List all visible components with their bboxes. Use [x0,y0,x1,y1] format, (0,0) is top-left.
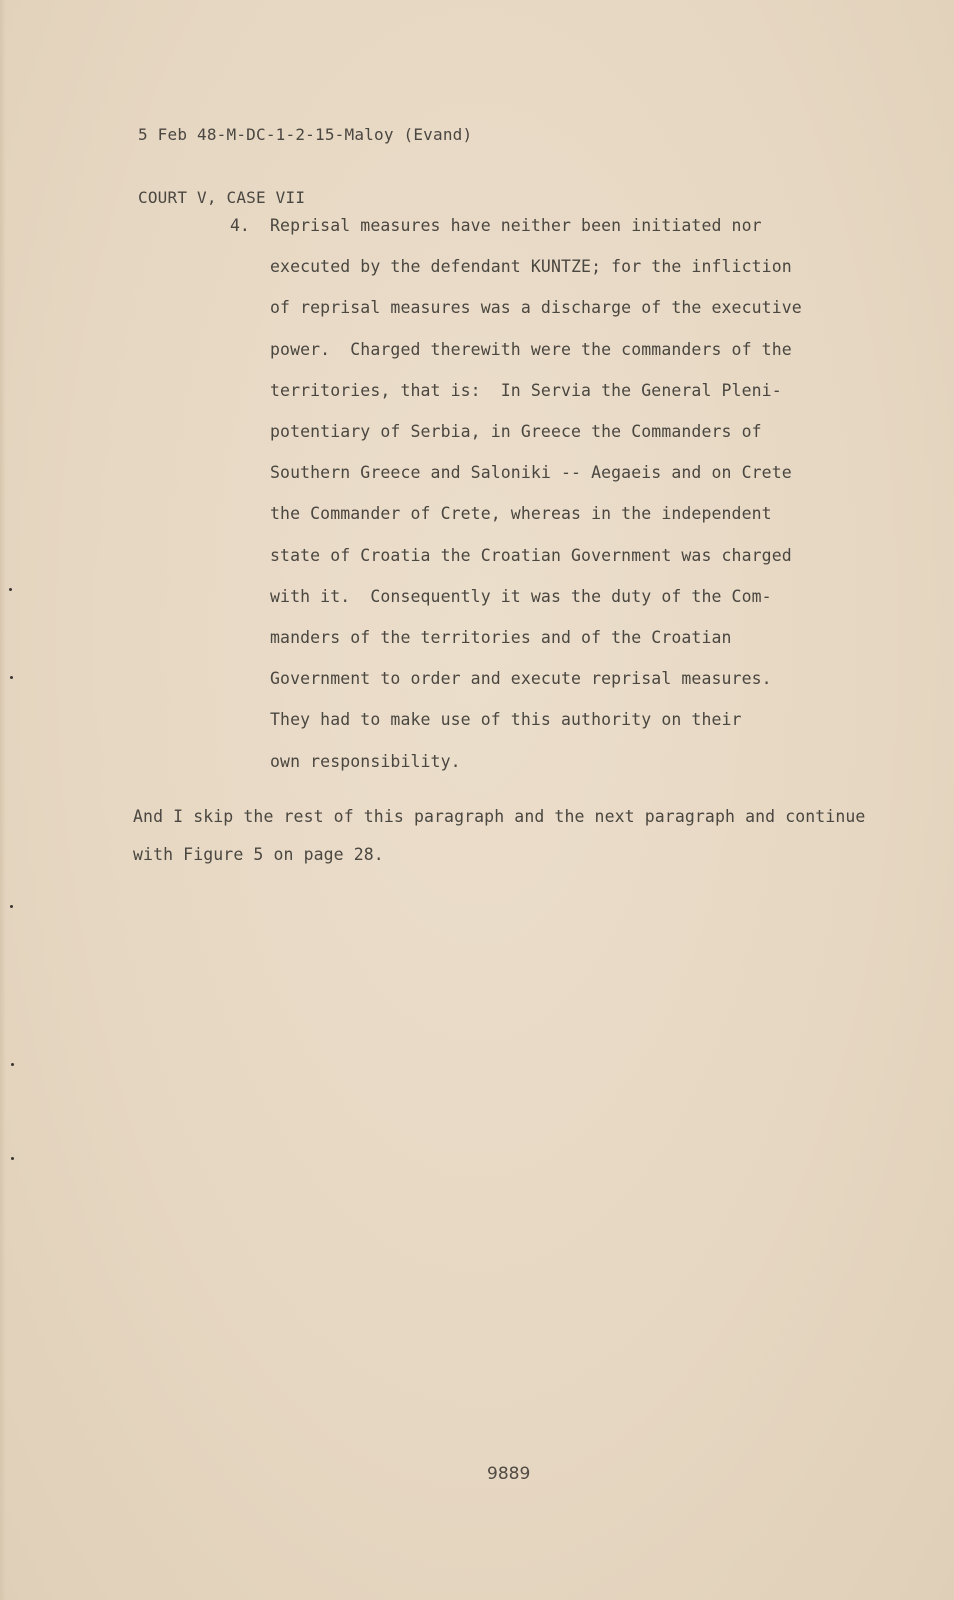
paragraph-line: Southern Greece and Saloniki -- Aegaeis and on Crete [270,463,792,483]
paragraph-line: manders of the territories and of the Croatian [270,628,732,648]
paragraph-line: state of Croatia the Croatian Government was charged [270,545,792,565]
paragraph-line: Reprisal measures have neither been initiated nor [270,216,762,235]
paragraph-line: executed by the defendant KUNTZE; for the infliction [270,257,792,277]
paragraph-line: own responsibility. [270,751,461,771]
paragraph-line: territories, that is: In Servia the General Pleni- [270,380,782,400]
paragraph-line: potentiary of Serbia, in Greece the Commanders of [270,422,762,442]
paper-speck [10,905,13,908]
paragraph-line: They had to make use of this authority on their [270,710,742,730]
paragraph-line: of reprisal measures was a discharge of the executive [270,298,802,318]
narration-line: And I skip the rest of this paragraph and the next paragraph and continue [133,807,866,826]
narration-line: with Figure 5 on page 28. [133,845,384,864]
paragraph-line: power. Charged therewith were the commanders of the [270,339,792,359]
header-court-line: COURT V, CASE VII [138,188,306,207]
paper-speck [10,676,13,679]
paper-speck [11,1063,14,1066]
paper-speck [9,588,12,591]
page-number: 9889 [487,1464,531,1484]
paper-speck [11,1157,14,1160]
paragraph-line: the Commander of Crete, whereas in the independent [270,504,772,524]
header-session-line: 5 Feb 48-M-DC-1-2-15-Maloy (Evand) [138,125,473,144]
paragraph-line: Government to order and execute reprisal measures. [270,669,772,689]
spoken-narration [133,798,933,874]
paragraph-body [270,205,830,782]
paragraph-line: with it. Consequently it was the duty of the Com- [270,586,772,606]
paragraph-number: 4. [230,216,250,235]
page-edge-shadow [0,0,6,1600]
